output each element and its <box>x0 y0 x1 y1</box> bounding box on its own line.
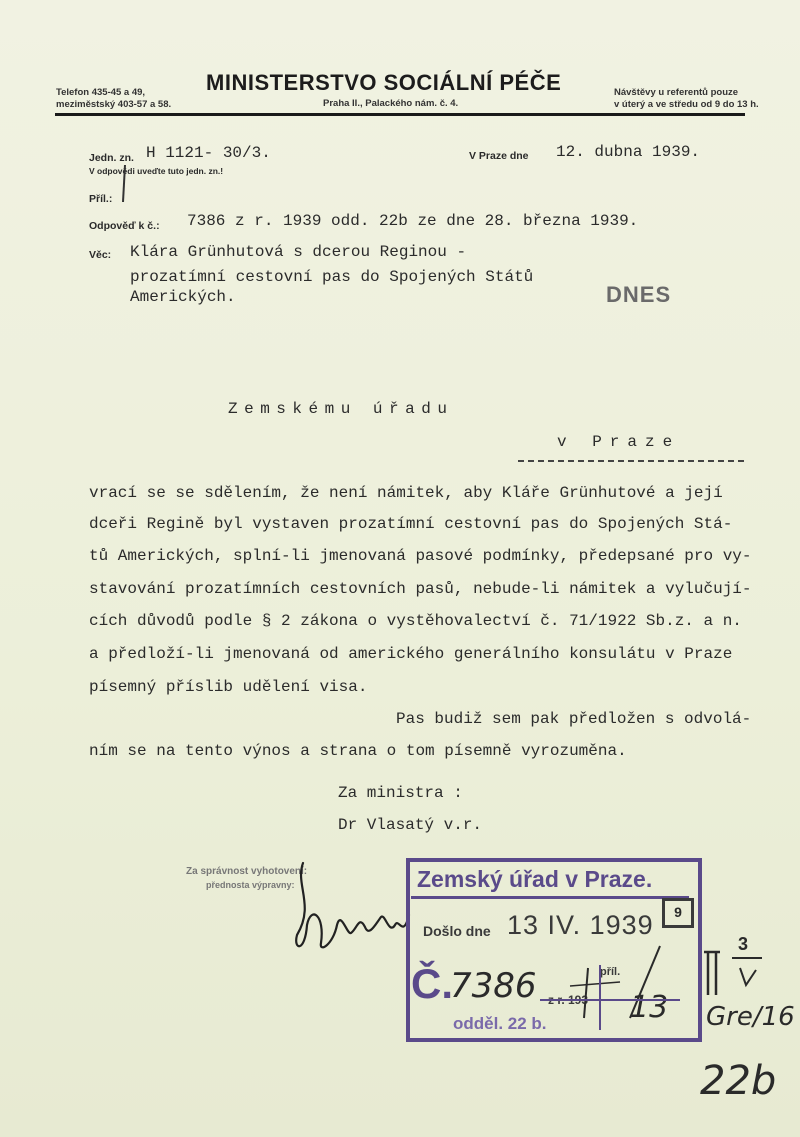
body-line-2: dceři Regině byl vystaven prozatímní cestovní pas do Spojených Stá- <box>89 515 733 533</box>
reply-label: Odpověď k č.: <box>89 220 160 232</box>
margin-roman-number: 3 <box>738 934 749 954</box>
addressee-underline <box>518 460 744 462</box>
visits-line-1: Návštěvy u referentů pouze <box>614 87 739 98</box>
subject-label: Věc: <box>89 249 112 261</box>
stamp-number-prefix: Č. <box>411 960 453 1007</box>
addressee-line-2: v Praze <box>557 433 681 451</box>
phone-line-2: meziměstský 403-57 a 58. <box>56 99 172 110</box>
stamp-divider <box>411 896 689 899</box>
dnes-stamp: DNES <box>606 282 672 307</box>
subject-line-3: Amerických. <box>130 288 236 306</box>
margin-note-2: 22b <box>700 1058 777 1104</box>
letterhead-rule <box>55 113 745 116</box>
reply-value: 7386 z r. 1939 odd. 22b ze dne 28. března 1939. <box>187 212 639 230</box>
stamp-handwritten-13: 13 <box>630 990 669 1025</box>
phone-line-1: Telefon 435-45 a 49, <box>56 87 146 98</box>
addressee-line-1: Zemskému úřadu <box>228 400 454 418</box>
stamp-received-date: 13 IV. 1939 <box>507 910 654 940</box>
stamp-received-label: Došlo dne <box>423 923 491 939</box>
jedn-value: H 1121- 30/3. <box>146 144 271 162</box>
jedn-label: Jedn. zn. <box>89 152 134 164</box>
body-line-1: vrací se se sdělením, že není námitek, aby Kláře Grünhutové a její <box>89 484 723 502</box>
body-line-4: stavování prozatímních cestovních pasů, nebude-li námitek a vylučují- <box>89 580 752 598</box>
handwritten-signature-icon <box>285 855 415 965</box>
visits-line-2: v úterý a ve středu od 9 do 13 h. <box>614 99 759 110</box>
stamp-dept: odděl. 22 b. <box>453 1014 547 1033</box>
margin-roman-strokes-icon <box>700 940 780 1000</box>
body-para2-line-2: ním se na tento výnos a strana o tom písemně vyrozuměna. <box>89 742 627 760</box>
signatory: Dr Vlasatý v.r. <box>338 816 483 834</box>
ministry-address: Praha II., Palackého nám. č. 4. <box>323 98 459 109</box>
verification-line-2: přednosta výpravny: <box>206 880 295 890</box>
for-minister: Za ministra : <box>338 784 463 802</box>
body-line-3: tů Amerických, splní-li jmenovaná pasové podmínky, předepsané pro vy- <box>89 547 752 565</box>
ministry-title: MINISTERSTVO SOCIÁLNÍ PÉČE <box>206 70 562 95</box>
stamp-title: Zemský úřad v Praze. <box>417 866 653 892</box>
reply-note: V odpovědi uveďte tuto jedn. zn.! <box>89 166 224 176</box>
body-para2-line-1: Pas budiž sem pak předložen s odvolá- <box>396 710 752 728</box>
date-value: 12. dubna 1939. <box>556 143 701 161</box>
body-line-5: cích důvodů podle § 2 zákona o vystěhovalectví č. 71/1922 Sb.z. a n. <box>89 612 742 630</box>
stamp-pril-label: příl. <box>600 966 621 978</box>
stamp-year-label: z r. 193 <box>548 993 589 1007</box>
place-label: V Praze dne <box>469 150 529 162</box>
verification-line-1: Za správnost vyhotovení: <box>186 866 308 877</box>
body-line-6: a předloží-li jmenovaná od amerického generálního konsulátu v Praze <box>89 645 733 663</box>
stamp-box-number: 9 <box>662 898 694 928</box>
subject-line-2: prozatímní cestovní pas do Spojených Států <box>130 268 534 286</box>
margin-note-1: Gre/16 <box>706 1002 795 1032</box>
body-line-7: písemný příslib udělení visa. <box>89 678 368 696</box>
handwritten-mark-icon <box>115 160 145 210</box>
attach-label: Příl.: <box>89 193 113 205</box>
subject-line-1: Klára Grünhutová s dcerou Reginou - <box>130 243 467 261</box>
stamp-inner-lines-icon <box>410 960 690 1030</box>
stamp-number-hand: 7386 <box>450 966 537 1006</box>
